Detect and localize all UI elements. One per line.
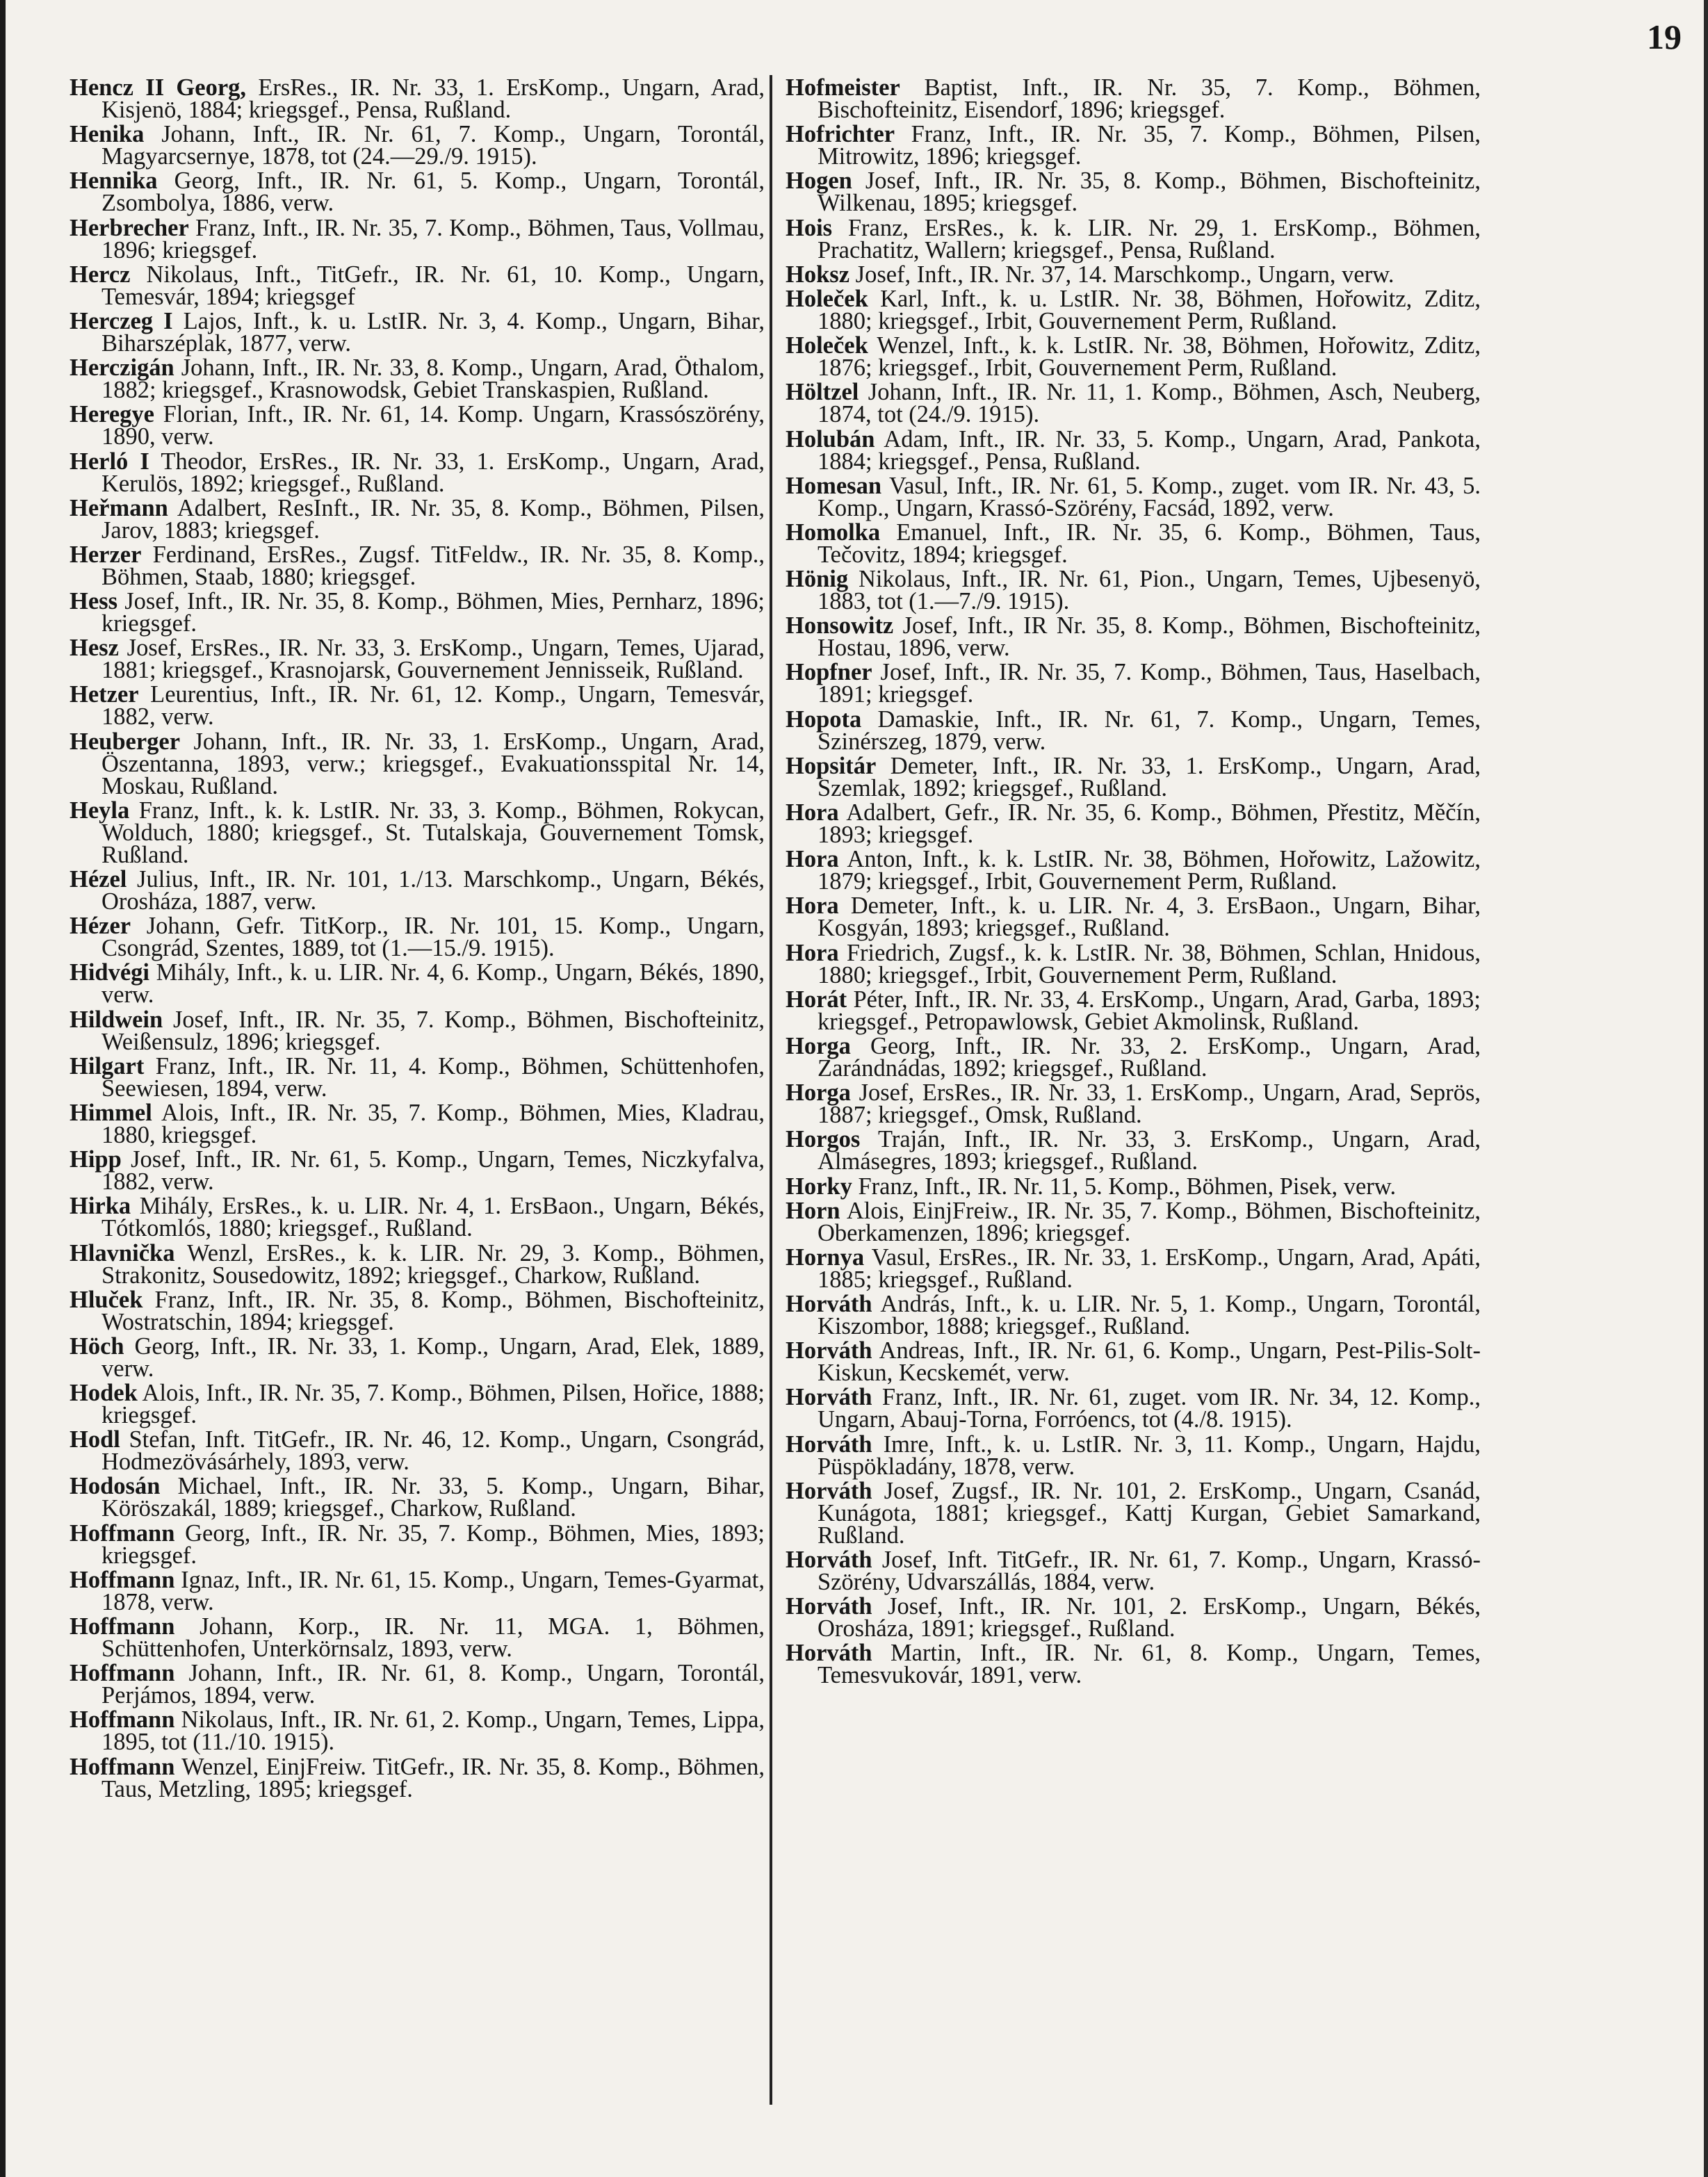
list-entry bbox=[70, 799, 765, 866]
entry-details: Johann, Inft., IR. Nr. 11, 1. Komp., Böhmen, Asch, Neuberg, 1874, tot (24./9. 1915). bbox=[818, 379, 1481, 428]
list-entry bbox=[70, 868, 765, 913]
entry-details: Josef, Zugsf., IR. Nr. 101, 2. ErsKomp., Ungarn, Csanád, Kunágota, 1881; kriegsgef., Kattj Kurgan, Gebiet Samarkand, Rußland. bbox=[818, 1477, 1481, 1549]
entry-details: Karl, Inft., k. u. LstIR. Nr. 38, Böhmen, Hořowitz, Zditz, 1880; kriegsgef., Irbit, Gouvernement Perm, Rußland. bbox=[818, 285, 1481, 334]
entry-surname: Hoffmann bbox=[70, 1519, 175, 1547]
entry-surname: Hogen bbox=[786, 168, 852, 195]
list-entry bbox=[70, 123, 765, 168]
entry-details: Mihály, Inft., k. u. LIR. Nr. 4, 6. Komp., Ungarn, Békés, 1890, verw. bbox=[101, 959, 765, 1009]
list-entry bbox=[70, 1380, 765, 1429]
entry-surname: Hornya bbox=[786, 1244, 865, 1271]
entry-details: Josef, Inft., IR. Nr. 35, 7. Komp., Böhmen, Bischofteinitz, Weißensulz, 1896; kriegsgef. bbox=[101, 1006, 765, 1055]
entry-details: Péter, Inft., IR. Nr. 33, 4. ErsKomp., Ungarn, Arad, Garba, 1893; kriegsgef., Petropawlowsk, Gebiet Akmolinsk, Rußland. bbox=[818, 986, 1481, 1035]
list-entry bbox=[70, 1193, 765, 1242]
entry-details: Georg, Inft., IR. Nr. 33, 2. ErsKomp., Ungarn, Arad, Zarándnádas, 1892; kriegsgef., Rußland. bbox=[818, 1032, 1481, 1082]
entry-surname: Horváth bbox=[786, 1640, 872, 1667]
entry-details: Josef, Inft., IR Nr. 35, 8. Komp., Böhmen, Bischofteinitz, Hostau, 1896, verw. bbox=[818, 612, 1481, 662]
entry-details: Mihály, ErsRes., k. u. LIR. Nr. 4, 1. ErsBaon., Ungarn, Békés, Tótkomlós, 1880; kriegsgef., Rußland. bbox=[101, 1193, 765, 1242]
entry-details: Wenzel, Inft., k. k. LstIR. Nr. 38, Böhmen, Hořowitz, Zditz, 1876; kriegsgef., Irbit, Gouvernement Perm, Rußland. bbox=[818, 332, 1481, 382]
entry-details: Franz, Inft., IR. Nr. 35, 7. Komp., Böhmen, Taus, Vollmau, 1896; kriegsgef. bbox=[101, 214, 765, 263]
entry-surname: Hora bbox=[786, 799, 839, 826]
list-entry bbox=[786, 332, 1481, 382]
list-entry bbox=[786, 1079, 1481, 1129]
entry-surname: Hetzer bbox=[70, 681, 139, 708]
entry-surname: Homolka bbox=[786, 519, 881, 546]
entry-details: Andreas, Inft., IR. Nr. 61, 6. Komp., Ungarn, Pest-Pilis-Solt-Kiskun, Kecskemét, verw. bbox=[818, 1337, 1481, 1387]
entry-details: Franz, Inft., IR. Nr. 11, 4. Komp., Böhmen, Schüttenhofen, Seewiesen, 1894, verw. bbox=[101, 1052, 765, 1102]
entry-surname: Himmel bbox=[70, 1099, 152, 1126]
list-entry bbox=[70, 1006, 765, 1055]
list-entry bbox=[70, 214, 765, 263]
list-entry bbox=[70, 1566, 765, 1615]
entry-surname: Hora bbox=[786, 939, 839, 966]
entry-details: Leurentius, Inft., IR. Nr. 61, 12. Komp., Ungarn, Temesvár, 1882, verw. bbox=[101, 681, 765, 731]
entry-details: Adalbert, ResInft., IR. Nr. 35, 8. Komp., Böhmen, Pilsen, Jarov, 1883; kriegsgef. bbox=[101, 494, 765, 544]
list-entry bbox=[70, 1615, 765, 1660]
list-entry bbox=[70, 1660, 765, 1709]
list-entry bbox=[786, 1197, 1481, 1246]
list-entry bbox=[786, 846, 1481, 895]
list-entry bbox=[786, 1477, 1481, 1549]
list-entry bbox=[786, 801, 1481, 846]
list-entry bbox=[786, 1549, 1481, 1593]
entry-details: Adalbert, Gefr., IR. Nr. 35, 6. Komp., Böhmen, Přestitz, Měčín, 1893; kriegsgef. bbox=[818, 799, 1481, 848]
list-entry bbox=[70, 1706, 765, 1756]
entry-surname: Horky bbox=[786, 1173, 852, 1200]
entry-surname: Herbrecher bbox=[70, 214, 189, 241]
entry-surname: Hoffmann bbox=[70, 1660, 175, 1687]
entry-details: Franz, Inft., IR. Nr. 35, 8. Komp., Böhmen, Bischofteinitz, Wostratschin, 1894; kriegsgef. bbox=[101, 1286, 765, 1335]
entry-details: Johann, Inft., IR. Nr. 33, 1. ErsKomp., Ungarn, Arad, Öszentanna, 1893, verw.; kriegsgef., Evakuationsspital Nr. 14, Moskau, Rußland. bbox=[101, 728, 765, 799]
entry-surname: Hencz II Georg, bbox=[70, 74, 247, 101]
entry-details: Nikolaus, Inft., IR. Nr. 61, 2. Komp., Ungarn, Temes, Lippa, 1895, tot (11./10. 1915). bbox=[101, 1706, 765, 1756]
entry-details: Josef, Inft. TitGefr., IR. Nr. 61, 7. Komp., Ungarn, Krassó-Szörény, Udvarszállás, 1884, verw. bbox=[818, 1547, 1481, 1595]
entry-surname: Horga bbox=[786, 1079, 851, 1107]
entry-details: Georg, Inft., IR. Nr. 33, 1. Komp., Ungarn, Arad, Elek, 1889, verw. bbox=[101, 1332, 765, 1382]
list-entry bbox=[70, 635, 765, 684]
list-entry bbox=[786, 612, 1481, 662]
entry-surname: Hofrichter bbox=[786, 121, 895, 148]
entry-surname: Hilgart bbox=[70, 1052, 145, 1079]
entry-surname: Herló I bbox=[70, 448, 149, 475]
list-entry bbox=[786, 123, 1481, 168]
list-entry bbox=[70, 307, 765, 357]
list-entry bbox=[786, 1384, 1481, 1433]
list-entry bbox=[70, 959, 765, 1009]
entry-surname: Hoksz bbox=[786, 261, 850, 288]
entry-details: Franz, ErsRes., k. k. LIR. Nr. 29, 1. ErsKomp., Böhmen, Prachatitz, Wallern; kriegsgef., Pensa, Rußland. bbox=[818, 214, 1481, 263]
entry-details: Emanuel, Inft., IR. Nr. 35, 6. Komp., Böhmen, Taus, Tečovitz, 1894; kriegsgef. bbox=[818, 519, 1481, 568]
list-entry bbox=[70, 168, 765, 217]
list-entry bbox=[70, 1332, 765, 1382]
entry-details: Josef, Inft., IR. Nr. 35, 8. Komp., Böhmen, Bischofteinitz, Wilkenau, 1895; kriegsgef. bbox=[818, 168, 1481, 217]
entry-surname: Heuberger bbox=[70, 728, 181, 755]
entry-details: Johann, Inft., IR. Nr. 33, 8. Komp., Ungarn, Arad, Öthalom, 1882; kriegsgef., Krasnowodsk, Gebiet Transkaspien, Rußland. bbox=[101, 354, 765, 404]
entry-details: Franz, Inft., k. k. LstIR. Nr. 33, 3. Komp., Böhmen, Rokycan, Wolduch, 1880; kriegsgef., St. Tutalskaja, Gouvernement Tomsk, Rußland. bbox=[101, 797, 765, 868]
entry-surname: Hennika bbox=[70, 168, 158, 195]
list-entry bbox=[70, 450, 765, 495]
entry-details: Nikolaus, Inft., TitGefr., IR. Nr. 61, 10. Komp., Ungarn, Temesvár, 1894; kriegsgef bbox=[101, 261, 765, 310]
entry-surname: Holeček bbox=[786, 332, 868, 359]
entry-surname: Hodek bbox=[70, 1380, 138, 1407]
entry-details: Johann, Inft., IR. Nr. 61, 8. Komp., Ungarn, Torontál, Perjámos, 1894, verw. bbox=[101, 1660, 765, 1709]
entry-surname: Herzer bbox=[70, 541, 142, 568]
list-entry bbox=[70, 590, 765, 635]
list-entry bbox=[786, 566, 1481, 615]
entry-details: Adam, Inft., IR. Nr. 33, 5. Komp., Ungarn, Arad, Pankota, 1884; kriegsgef., Pensa, Rußland. bbox=[818, 425, 1481, 475]
entry-details: Alois, Inft., IR. Nr. 35, 7. Komp., Böhmen, Mies, Kladrau, 1880, kriegsgef. bbox=[101, 1099, 765, 1148]
entry-details: Ignaz, Inft., IR. Nr. 61, 15. Komp., Ungarn, Temes-Gyarmat, 1878, verw. bbox=[101, 1566, 765, 1615]
entry-details: Johann, Inft., IR. Nr. 61, 7. Komp., Ungarn, Torontál, Magyarcsernye, 1878, tot (24.—29./9. 1915). bbox=[101, 121, 765, 170]
entry-details: ErsRes., IR. Nr. 33, 1. ErsKomp., Ungarn, Arad, Kisjenö, 1884; kriegsgef., Pensa, Rußland. bbox=[101, 74, 765, 123]
entry-surname: Hopota bbox=[786, 706, 862, 733]
entry-surname: Hézer bbox=[70, 913, 131, 940]
list-entry bbox=[786, 425, 1481, 475]
entry-details: Josef, Inft., IR. Nr. 61, 5. Komp., Ungarn, Temes, Niczkyfalva, 1882, verw. bbox=[101, 1146, 765, 1196]
entry-surname: Hofmeister bbox=[786, 74, 900, 101]
entry-details: Florian, Inft., IR. Nr. 61, 14. Komp. Ungarn, Krassószörény, 1890, verw. bbox=[101, 401, 765, 450]
entry-surname: Hess bbox=[70, 588, 117, 615]
entry-details: Anton, Inft., k. k. LstIR. Nr. 38, Böhmen, Hořowitz, Lažowitz, 1879; kriegsgef., Irbit, Gouvernement Perm, Rußland. bbox=[818, 846, 1481, 895]
list-entry bbox=[786, 1595, 1481, 1640]
list-entry bbox=[786, 1291, 1481, 1340]
list-entry bbox=[786, 168, 1481, 217]
entry-surname: Horváth bbox=[786, 1291, 872, 1318]
entry-details: Traján, Inft., IR. Nr. 33, 3. ErsKomp., Ungarn, Arad, Almásegres, 1893; kriegsgef., Rußland. bbox=[818, 1126, 1481, 1175]
entry-details: Josef, Inft., IR. Nr. 101, 2. ErsKomp., Ungarn, Békés, Orosháza, 1891; kriegsgef., Rußland. bbox=[818, 1593, 1481, 1642]
entry-details: Josef, Inft., IR. Nr. 37, 14. Marschkomp., Ungarn, verw. bbox=[855, 261, 1394, 288]
list-entry bbox=[70, 1753, 765, 1802]
entry-surname: Herczeg I bbox=[70, 307, 173, 334]
entry-details: Franz, Inft., IR. Nr. 11, 5. Komp., Böhmen, Pisek, verw. bbox=[858, 1173, 1397, 1200]
entry-details: Franz, Inft., IR. Nr. 61, zuget. vom IR. Nr. 34, 12. Komp., Ungarn, Abauj-Torna, Forróencs, tot (4./8. 1915). bbox=[818, 1384, 1481, 1433]
list-entry bbox=[786, 708, 1481, 753]
entry-details: Wenzl, ErsRes., k. k. LIR. Nr. 29, 3. Komp., Böhmen, Strakonitz, Sousedowitz, 1892; kriegsgef., Charkow, Rußland. bbox=[101, 1239, 765, 1289]
entry-details: Imre, Inft., k. u. LstIR. Nr. 3, 11. Komp., Ungarn, Hajdu, Püspökladány, 1878, verw. bbox=[818, 1430, 1481, 1480]
list-entry bbox=[70, 1426, 765, 1476]
list-entry bbox=[786, 661, 1481, 706]
entry-surname: Hoffmann bbox=[70, 1706, 175, 1734]
list-entry bbox=[786, 1128, 1481, 1173]
list-entry bbox=[70, 263, 765, 308]
list-entry bbox=[70, 1052, 765, 1102]
entry-details: Vasul, ErsRes., IR. Nr. 33, 1. ErsKomp., Ungarn, Arad, Apáti, 1885; kriegsgef., Rußland. bbox=[818, 1244, 1481, 1293]
entry-details: Friedrich, Zugsf., k. k. LstIR. Nr. 38, Böhmen, Schlan, Hnidous, 1880; kriegsgef., Irbit, Gouvernement Perm, Rußland. bbox=[818, 939, 1481, 988]
list-entry bbox=[786, 285, 1481, 334]
list-entry bbox=[70, 1286, 765, 1335]
list-entry bbox=[786, 1640, 1481, 1689]
list-entry bbox=[786, 214, 1481, 263]
entry-surname: Hora bbox=[786, 892, 839, 920]
page-number: 19 bbox=[1647, 17, 1682, 56]
list-entry bbox=[70, 403, 765, 448]
right-column bbox=[786, 76, 1481, 1689]
entry-surname: Hopsitár bbox=[786, 752, 877, 779]
entry-surname: Hönig bbox=[786, 566, 849, 593]
list-entry bbox=[70, 1473, 765, 1522]
entry-details: Georg, Inft., IR. Nr. 35, 7. Komp., Böhmen, Mies, 1893; kriegsgef. bbox=[101, 1519, 765, 1569]
entry-details: Franz, Inft., IR. Nr. 35, 7. Komp., Böhmen, Pilsen, Mitrowitz, 1896; kriegsgef. bbox=[818, 121, 1481, 170]
list-entry bbox=[786, 939, 1481, 988]
list-entry bbox=[70, 494, 765, 544]
entry-details: Lajos, Inft., k. u. LstIR. Nr. 3, 4. Komp., Ungarn, Bihar, Biharszéplak, 1877, verw. bbox=[101, 307, 765, 357]
entry-details: Michael, Inft., IR. Nr. 33, 5. Komp., Ungarn, Bihar, Köröszakál, 1889; kriegsgef., Charkow, Rußland. bbox=[101, 1473, 765, 1522]
entry-surname: Holubán bbox=[786, 425, 875, 452]
entry-surname: Hipp bbox=[70, 1146, 122, 1173]
entry-surname: Hildwein bbox=[70, 1006, 163, 1033]
entry-surname: Horváth bbox=[786, 1547, 872, 1573]
list-entry bbox=[70, 1519, 765, 1569]
entry-surname: Hézel bbox=[70, 866, 127, 892]
entry-surname: Horváth bbox=[786, 1430, 872, 1458]
entry-details: Alois, EinjFreiw., IR. Nr. 35, 7. Komp., Böhmen, Bischofteinitz, Oberkamenzen, 1896; kriegsgef. bbox=[818, 1197, 1481, 1246]
entry-surname: Hois bbox=[786, 214, 833, 241]
list-entry bbox=[786, 1175, 1481, 1198]
entry-surname: Hesz bbox=[70, 635, 119, 662]
entry-surname: Hodosán bbox=[70, 1473, 161, 1500]
entry-surname: Hoffmann bbox=[70, 1566, 175, 1593]
list-entry bbox=[70, 541, 765, 590]
entry-details: Josef, Inft., IR. Nr. 35, 7. Komp., Böhmen, Taus, Haselbach, 1891; kriegsgef. bbox=[818, 659, 1481, 708]
list-entry bbox=[786, 472, 1481, 521]
entry-surname: Hora bbox=[786, 846, 839, 873]
entry-surname: Herczigán bbox=[70, 354, 174, 382]
entry-surname: Hopfner bbox=[786, 659, 872, 686]
list-entry bbox=[70, 76, 765, 121]
scan-right-edge bbox=[1704, 0, 1708, 2177]
entry-details: Josef, ErsRes., IR. Nr. 33, 1. ErsKomp., Ungarn, Arad, Seprös, 1887; kriegsgef., Omsk, Rußland. bbox=[818, 1079, 1481, 1129]
list-entry bbox=[786, 76, 1481, 121]
entry-surname: Honsowitz bbox=[786, 612, 894, 639]
entry-details: Damaskie, Inft., IR. Nr. 61, 7. Komp., Ungarn, Temes, Szinérszeg, 1879, verw. bbox=[818, 706, 1481, 755]
entry-surname: Höch bbox=[70, 1332, 124, 1360]
entry-surname: Heyla bbox=[70, 797, 130, 824]
entry-surname: Horváth bbox=[786, 1477, 872, 1504]
entry-details: Johann, Gefr. TitKorp., IR. Nr. 101, 15. Komp., Ungarn, Csongrád, Szentes, 1889, tot (1.—15./9. 1915). bbox=[101, 913, 765, 962]
entry-details: Martin, Inft., IR. Nr. 61, 8. Komp., Ungarn, Temes, Temesvukovár, 1891, verw. bbox=[818, 1640, 1481, 1689]
list-entry bbox=[70, 1239, 765, 1289]
entry-details: Josef, ErsRes., IR. Nr. 33, 3. ErsKomp., Ungarn, Temes, Ujarad, 1881; kriegsgef., Krasnojarsk, Gouvernement Jennisseik, Rußland. bbox=[101, 635, 765, 684]
list-entry bbox=[70, 354, 765, 404]
entry-surname: Henika bbox=[70, 121, 145, 148]
entry-details: Demeter, Inft., k. u. LIR. Nr. 4, 3. ErsBaon., Ungarn, Bihar, Kosgyán, 1893; kriegsgef., Rußland. bbox=[818, 892, 1481, 942]
list-entry bbox=[70, 681, 765, 731]
list-entry bbox=[70, 1146, 765, 1196]
entry-surname: Horn bbox=[786, 1197, 840, 1224]
entry-surname: Holeček bbox=[786, 285, 868, 312]
list-entry bbox=[786, 379, 1481, 428]
list-entry bbox=[786, 1337, 1481, 1387]
list-entry bbox=[70, 728, 765, 799]
entry-surname: Horváth bbox=[786, 1593, 872, 1620]
column-divider bbox=[770, 75, 772, 2105]
entry-details: Josef, Inft., IR. Nr. 35, 8. Komp., Böhmen, Mies, Pernharz, 1896; kriegsgef. bbox=[101, 588, 765, 637]
list-entry bbox=[786, 752, 1481, 801]
entry-surname: Horváth bbox=[786, 1384, 872, 1411]
entry-surname: Horga bbox=[786, 1032, 851, 1059]
list-entry bbox=[786, 521, 1481, 566]
entry-surname: Heřmann bbox=[70, 494, 168, 521]
entry-details: Ferdinand, ErsRes., Zugsf. TitFeldw., IR. Nr. 35, 8. Komp., Böhmen, Staab, 1880; kriegsgef. bbox=[101, 541, 765, 590]
entry-details: Johann, Korp., IR. Nr. 11, MGA. 1, Böhmen, Schüttenhofen, Unterkörnsalz, 1893, verw. bbox=[101, 1613, 765, 1662]
entry-details: Stefan, Inft. TitGefr., IR. Nr. 46, 12. Komp., Ungarn, Csongrád, Hodmezövásárhely, 1893, verw. bbox=[101, 1426, 765, 1476]
entry-details: Alois, Inft., IR. Nr. 35, 7. Komp., Böhmen, Pilsen, Hořice, 1888; kriegsgef. bbox=[101, 1380, 765, 1429]
list-entry bbox=[786, 1246, 1481, 1291]
entry-surname: Hercz bbox=[70, 261, 131, 288]
entry-surname: Hodl bbox=[70, 1426, 120, 1453]
list-entry bbox=[70, 913, 765, 962]
entry-details: Vasul, Inft., IR. Nr. 61, 5. Komp., zuget. vom IR. Nr. 43, 5. Komp., Ungarn, Krassó-Szörény, Facsád, 1892, verw. bbox=[818, 472, 1481, 521]
entry-details: Nikolaus, Inft., IR. Nr. 61, Pion., Ungarn, Temes, Ujbesenyö, 1883, tot (1.—7./9. 1915). bbox=[818, 566, 1481, 615]
entry-details: András, Inft., k. u. LIR. Nr. 5, 1. Komp., Ungarn, Torontál, Kiszombor, 1888; kriegsgef., Rußland. bbox=[818, 1291, 1481, 1340]
list-entry bbox=[786, 892, 1481, 942]
entry-surname: Heregye bbox=[70, 401, 154, 428]
entry-surname: Hoffmann bbox=[70, 1613, 175, 1640]
entry-details: Theodor, ErsRes., IR. Nr. 33, 1. ErsKomp., Ungarn, Arad, Kerulös, 1892; kriegsgef., Rußland. bbox=[101, 448, 765, 497]
entry-surname: Hidvégi bbox=[70, 959, 150, 986]
entry-surname: Hluček bbox=[70, 1286, 143, 1313]
entry-surname: Horváth bbox=[786, 1337, 872, 1364]
entry-details: Georg, Inft., IR. Nr. 61, 5. Komp., Ungarn, Torontál, Zsombolya, 1886, verw. bbox=[101, 168, 765, 217]
entry-surname: Horgos bbox=[786, 1126, 861, 1153]
list-entry bbox=[786, 1032, 1481, 1082]
list-entry bbox=[70, 1099, 765, 1148]
entry-surname: Hlavnička bbox=[70, 1239, 175, 1266]
scan-left-edge bbox=[0, 0, 6, 2177]
list-entry bbox=[786, 988, 1481, 1033]
entry-details: Baptist, Inft., IR. Nr. 35, 7. Komp., Böhmen, Bischofteinitz, Eisendorf, 1896; kriegsgef. bbox=[818, 74, 1481, 123]
entry-surname: Hirka bbox=[70, 1193, 131, 1220]
entry-details: Demeter, Inft., IR. Nr. 33, 1. ErsKomp., Ungarn, Arad, Szemlak, 1892; kriegsgef., Rußland. bbox=[818, 752, 1481, 801]
entry-surname: Homesan bbox=[786, 472, 881, 499]
entry-surname: Höltzel bbox=[786, 379, 859, 406]
left-column bbox=[70, 76, 765, 1802]
list-entry bbox=[786, 1430, 1481, 1480]
list-entry bbox=[786, 263, 1481, 286]
entry-details: Wenzel, EinjFreiw. TitGefr., IR. Nr. 35, 8. Komp., Böhmen, Taus, Metzling, 1895; kriegsgef. bbox=[101, 1753, 765, 1802]
entry-surname: Hoffmann bbox=[70, 1753, 175, 1780]
entry-details: Julius, Inft., IR. Nr. 101, 1./13. Marschkomp., Ungarn, Békés, Orosháza, 1887, verw. bbox=[101, 866, 765, 915]
entry-surname: Horát bbox=[786, 986, 847, 1013]
